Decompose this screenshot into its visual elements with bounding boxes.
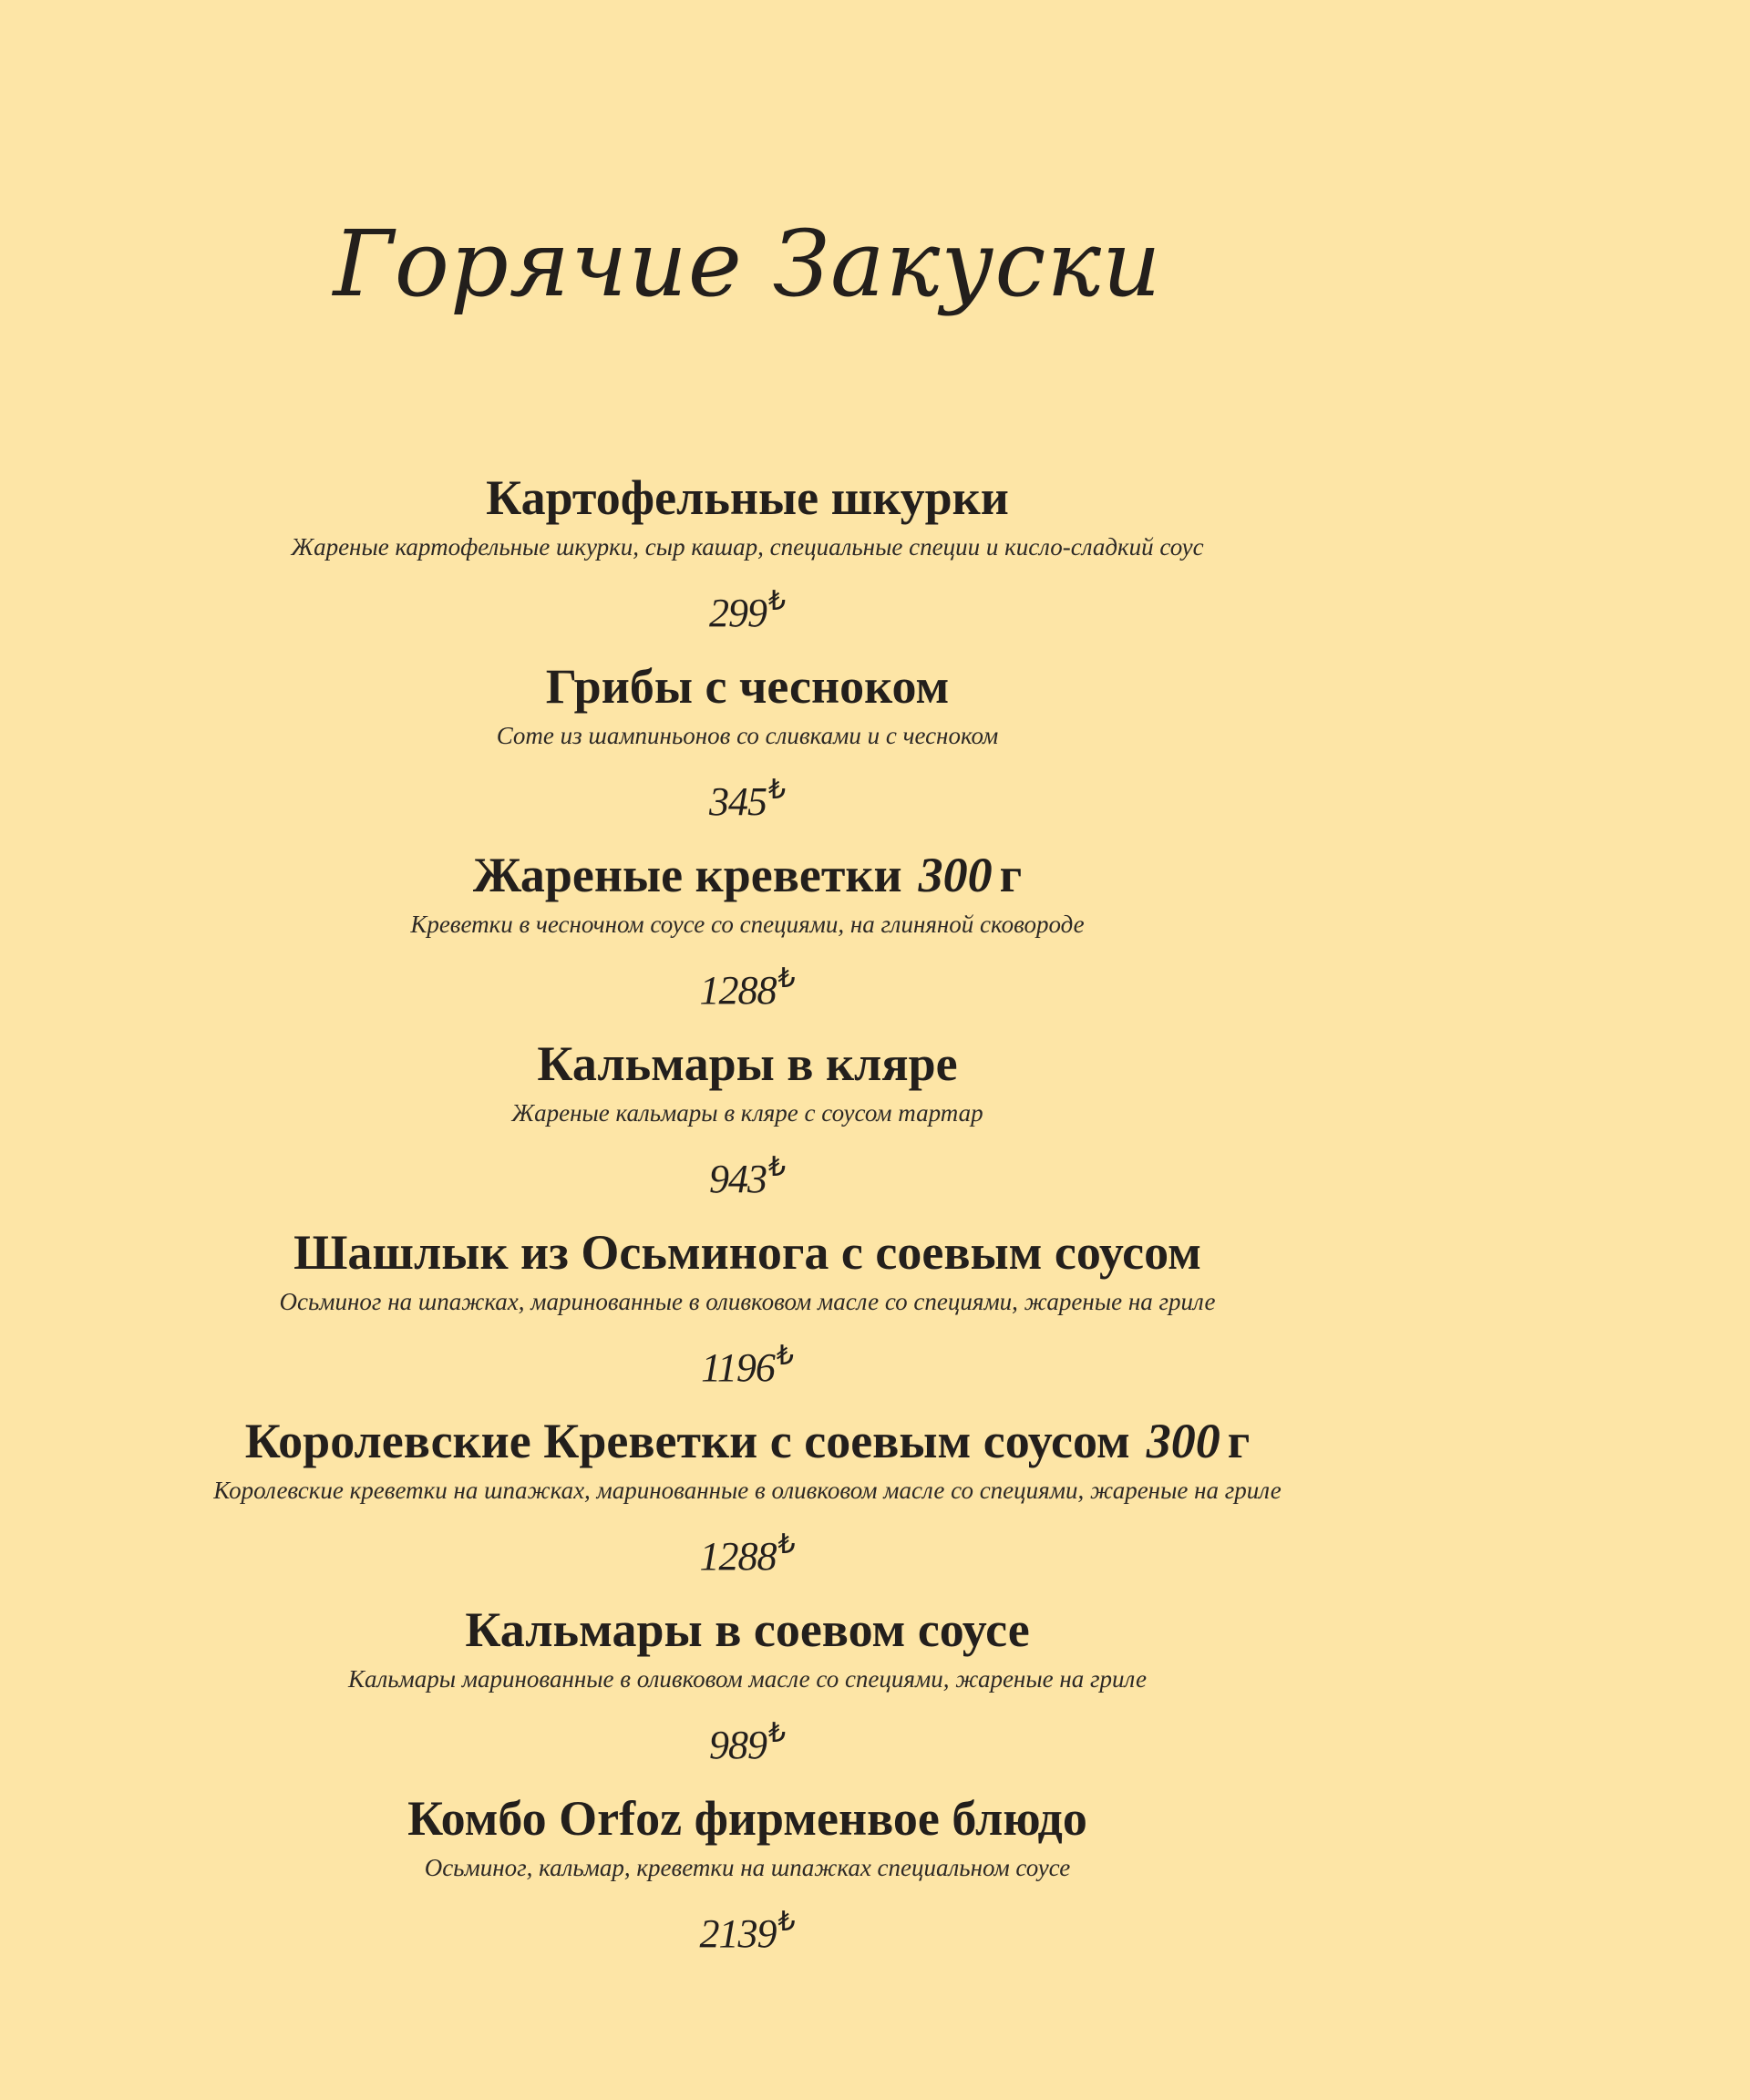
lira-icon: ₺ — [777, 1529, 796, 1560]
item-weight-unit: г — [999, 848, 1023, 902]
item-description: Жареные кальмары в кляре с соусом тартар — [511, 1099, 983, 1127]
lira-icon: ₺ — [776, 1341, 794, 1371]
item-price — [0, 576, 1495, 639]
lira-icon: ₺ — [767, 1152, 787, 1182]
item-name-text: Кальмары в кляре — [537, 1036, 958, 1091]
lira-icon: ₺ — [767, 586, 787, 616]
item-price — [0, 1331, 1495, 1394]
menu-item — [0, 1597, 1495, 1786]
menu-item — [0, 1786, 1495, 1974]
menu-item — [0, 1220, 1495, 1408]
item-name — [0, 654, 1495, 719]
item-price-value: 2139 — [699, 1911, 777, 1956]
item-price-value: 989 — [708, 1723, 767, 1767]
item-weight-value: 300 — [918, 848, 993, 902]
item-price — [0, 1708, 1495, 1771]
item-price-value: 1288 — [699, 1534, 777, 1579]
item-weight-value: 300 — [1146, 1414, 1220, 1468]
item-price-value: 299 — [708, 591, 767, 635]
item-description: Жареные картофельные шкурки, сыр кашар, специальные специи и кисло-сладкий соус — [291, 533, 1204, 561]
item-name — [0, 1786, 1495, 1851]
item-name-text: Кальмары в соевом соусе — [465, 1602, 1030, 1657]
lira-icon: ₺ — [767, 1718, 787, 1748]
item-price — [0, 1519, 1495, 1582]
item-weight-unit: г — [1227, 1414, 1251, 1468]
item-name-text: Грибы с чесноком — [545, 659, 950, 714]
menu-item — [0, 842, 1495, 1031]
lira-icon: ₺ — [777, 1907, 796, 1937]
menu-item — [0, 654, 1495, 842]
page-title: Горячие Закуски — [333, 211, 1162, 317]
item-name-text: Комбо Orfoz фирменвое блюдо — [407, 1791, 1087, 1846]
item-price — [0, 1142, 1495, 1205]
item-price-value: 345 — [708, 779, 767, 824]
menu-list — [0, 465, 1495, 1974]
item-name — [0, 1031, 1495, 1096]
menu-item — [0, 465, 1495, 654]
item-price — [0, 953, 1495, 1016]
item-description: Королевские креветки на шпажках, маринованные в оливковом масле со специями, жареные на гриле — [213, 1477, 1282, 1504]
item-price-value: 1196 — [701, 1345, 775, 1390]
item-name — [0, 1220, 1495, 1285]
item-price — [0, 1897, 1495, 1960]
item-description: Соте из шампиньонов со сливками и с чесноком — [496, 722, 999, 749]
lira-icon: ₺ — [767, 775, 787, 805]
item-name — [0, 1597, 1495, 1662]
menu-item — [0, 1031, 1495, 1220]
item-name — [0, 1408, 1495, 1474]
item-name — [0, 465, 1495, 530]
item-name-text: Жареные креветки — [472, 848, 902, 902]
item-name-text: Королевские Креветки с соевым соусом — [244, 1414, 1130, 1468]
item-description: Осьминог, кальмар, креветки на шпажках специальном соусе — [424, 1854, 1071, 1881]
item-description: Креветки в чесночном соусе со специями, на глиняной сковороде — [410, 911, 1085, 938]
item-description: Осьминог на шпажках, маринованные в оливковом масле со специями, жареные на гриле — [279, 1288, 1216, 1315]
item-name — [0, 842, 1495, 908]
item-description: Кальмары маринованные в оливковом масле со специями, жареные на гриле — [348, 1665, 1147, 1693]
item-price-value: 943 — [708, 1157, 767, 1201]
menu-item — [0, 1408, 1495, 1597]
item-price-value: 1288 — [699, 968, 777, 1013]
item-name-text: Шашлык из Осьминога с соевым соусом — [293, 1225, 1201, 1280]
item-price — [0, 765, 1495, 828]
item-name-text: Картофельные шкурки — [486, 470, 1009, 525]
lira-icon: ₺ — [777, 963, 796, 993]
